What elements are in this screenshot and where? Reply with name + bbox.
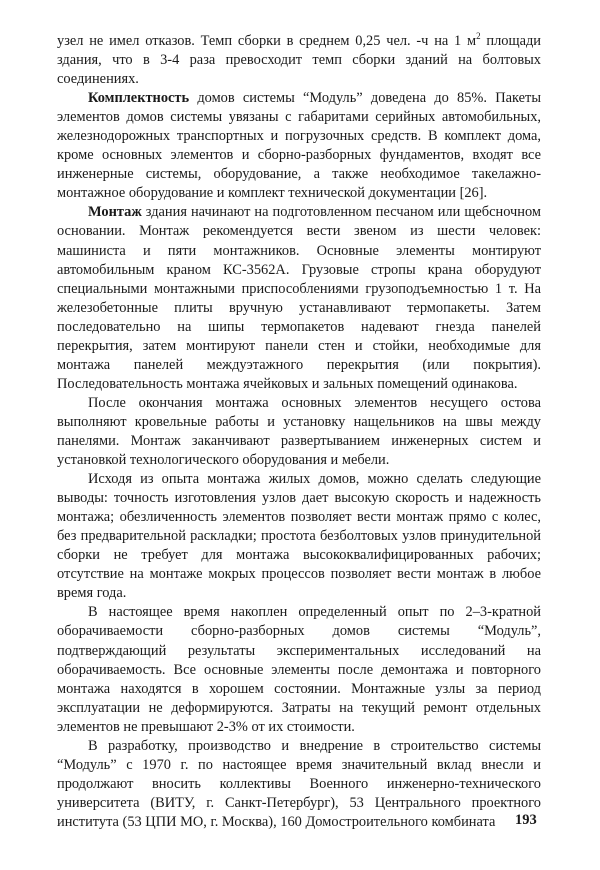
paragraph-5: Исходя из опыта монтажа жилых домов, можно сделать следующие выводы: точность изготовления узлов дает высокую скорость и надежность монтажа; обезличенность элементов позволяет вести монтаж прямо с колес, без предварительной раскладки; простота безболтовых узлов принудительной сборки не требует для монтажа высококвалифицированных рабочих; отсутствие на монтаже мокрых процессов позволяет вести монтаж в любое время года. [57, 471, 541, 602]
page-body [57, 32, 541, 832]
paragraph-completeness [57, 89, 541, 203]
paragraph-7: В разработку, производство и внедрение в строительство системы “Модуль” с 1970 г. по настоящее время значительный вклад внесли и продолжают вносить коллективы Военного инженерно-технического университета (ВИТУ, г. Санкт-Петербург), 53 Центрального проектного института (53 ЦПИ МО, г. Москва), 160 Домостроительного комбината [57, 737, 541, 830]
paragraph-1-text: узел не имел отказов. Темп сборки в среднем 0,25 чел. -ч на 1 м [57, 33, 477, 49]
paragraph-installation [57, 203, 541, 393]
term-installation: Монтаж [88, 204, 142, 221]
page-number: 193 [515, 812, 537, 828]
paragraph-4: После окончания монтажа основных элементов несущего остова выполняют кровельные работы и установку нащельников на швы между панелями. Монтаж заканчивают развертыванием инженерных систем и установкой технологического оборудования и мебели. [57, 394, 541, 469]
paragraph-installation-text: здания начинают на подготовленном песчаном или щебсночном основании. Монтаж рекомендуется вести звеном из шести человек: машиниста и пяти монтажников. Основные элементы монтируют автомобильным краном КС-3562А. Грузовые стропы крана оборудуют специальными монтажными приспособлениями грузоподъемностью 1 т. На железобетонные плиты вручную устанавливают термопакеты. Затем последовательно на шипы термопакетов надевают гнезда панелей перекрытия, затем монтируют панели стен и стойки, необходимые для монтажа панелей междуэтажного перекрытия (или покрытия). Последовательность монтажа ячейковых и зальных помещений одинакова. [57, 204, 541, 392]
superscript-2: 2 [476, 31, 481, 41]
paragraph-completeness-text: домов системы “Модуль” доведена до 85%. Пакеты элементов домов системы увязаны с габаритами серийных автомобильных, железнодорожных транспортных и погрузочных средств. В комплект дома, кроме основных элементов и сборно-разборных фундаментов, входят все инженерные системы, оборудование, а также необходимое такелажно-монтажное оборудование и комплект технической документации [26]. [57, 90, 541, 202]
paragraph-6: В настоящее время накоплен определенный опыт по 2–3-кратной оборачиваемости сборно-разборных домов системы “Модуль”, подтверждающий результаты экспериментальных исследований на оборачиваемость. Все основные элементы после демонтажа и повторного монтажа находятся в хорошем состоянии. Монтажные узлы за период эксплуатации не деформируются. Затраты на текущий ремонт отдельных элементов не превышают 2-3% от их стоимости. [57, 604, 541, 735]
term-completeness: Комплектность [88, 90, 190, 107]
paragraph-1-text-end: площади здания, что в 3-4 раза превосходит темп сборки зданий на болтовых соединениях. [57, 33, 541, 88]
paragraph-1 [57, 32, 541, 89]
